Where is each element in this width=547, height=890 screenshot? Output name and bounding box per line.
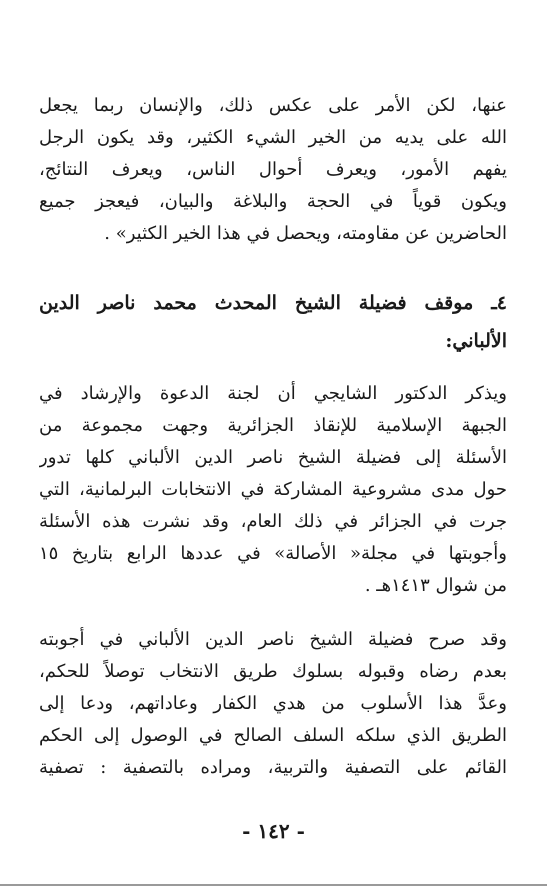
text-line: جرت في الجزائر في ذلك العام، وقد نشرت هذه الأسئلة xyxy=(39,511,507,532)
text-line: الطريق الذي سلكه السلف الصالح في الوصول إلى الحكم xyxy=(39,725,507,746)
text-line: يفهم الأمور، ويعرف أحوال الناس، ويعرف النتائج، xyxy=(39,159,507,180)
text-line: ويذكر الدكتور الشايجي أن لجنة الدعوة والإرشاد في xyxy=(39,383,507,404)
text-line: بعدم رضاه وقبوله بسلوك طريق الانتخاب توصلاً للحكم، xyxy=(39,661,507,682)
page-bottom-edge xyxy=(0,884,547,886)
text-line: الأسئلة إلى فضيلة الشيخ ناصر الدين الألباني كلها تدور xyxy=(39,447,507,468)
paragraph-2 xyxy=(39,378,507,602)
text-line: وأجوبتها في مجلة« الأصالة» في عددها الرابع بتاريخ ١٥ xyxy=(39,543,507,564)
text-line: حول مدى مشروعية المشاركة في الانتخابات البرلمانية، التي xyxy=(39,479,507,500)
heading-line: الألباني: xyxy=(445,330,507,352)
paragraph-3 xyxy=(39,624,507,784)
heading-line: ٤ـ موقف فضيلة الشيخ المحدث محمد ناصر الدين xyxy=(39,292,507,314)
text-line: الحاضرين عن مقاومته، ويحصل في هذا الخير الكثير» . xyxy=(104,223,507,244)
paragraph-1 xyxy=(39,90,507,250)
text-line: وقد صرح فضيلة الشيخ ناصر الدين الألباني في أجوبته xyxy=(39,629,507,650)
text-line: ويكون قوياً في الحجة والبلاغة والبيان، فيعجز جميع xyxy=(39,191,507,212)
section-heading xyxy=(39,284,507,360)
text-line: وعدَّ هذا الأسلوب من هدي الكفار وعاداتهم، ودعا إلى xyxy=(39,693,507,714)
text-line: من شوال ١٤١٣هـ . xyxy=(364,575,507,596)
text-line: عنها، لكن الأمر على عكس ذلك، والإنسان ربما يجعل xyxy=(39,95,507,116)
text-line: الله على يديه من الخير الشيء الكثير، وقد يكون الرجل xyxy=(39,127,507,148)
text-line: القائم على التصفية والتربية، ومراده بالتصفية : تصفية xyxy=(39,757,507,778)
text-line: الجبهة الإسلامية للإنقاذ الجزائرية وجهت مجموعة من xyxy=(39,415,507,436)
page-number: - ١٤٢ - xyxy=(242,819,305,843)
